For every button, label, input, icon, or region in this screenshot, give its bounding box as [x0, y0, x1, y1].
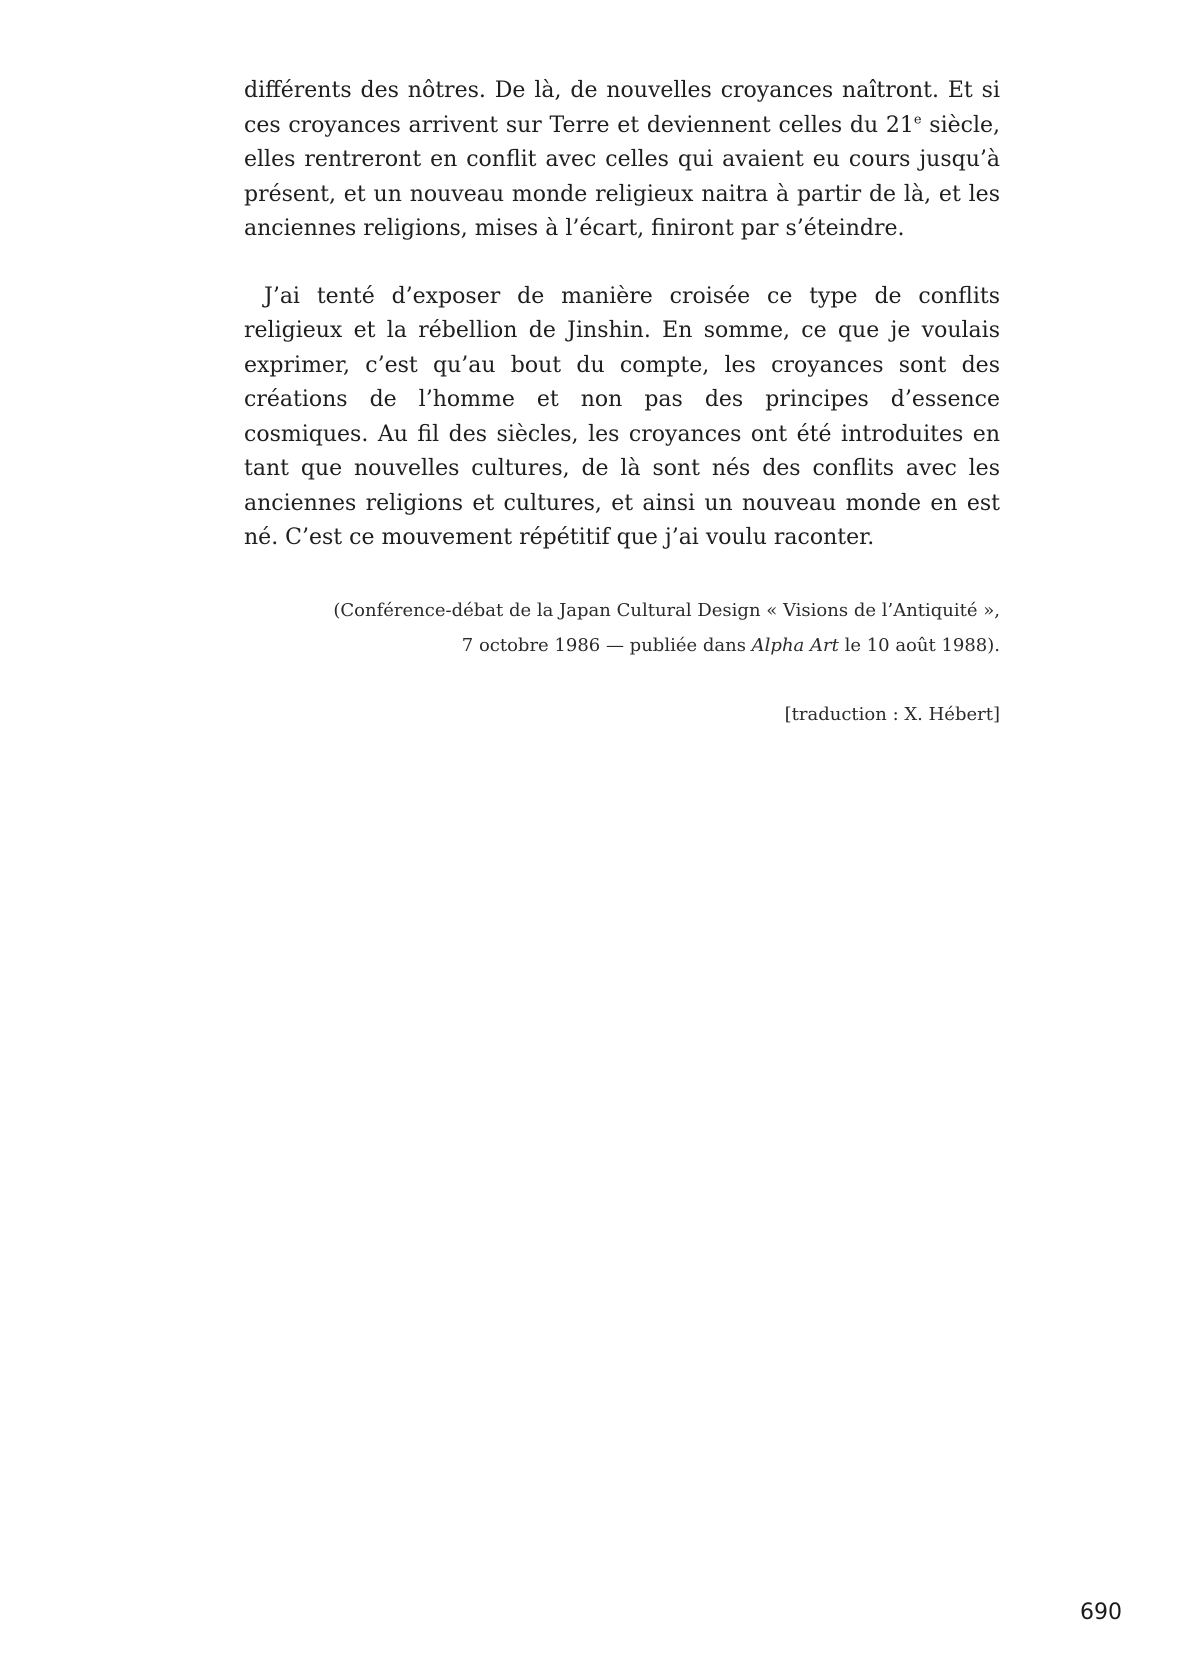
translator-credit: [traduction : X. Hébert]	[784, 704, 1000, 725]
citation-line-2	[244, 628, 1000, 663]
superscript-e: e	[913, 112, 922, 128]
body-text	[244, 74, 1000, 556]
citation-line-2-before: 7 octobre 1986 — publiée dans	[461, 635, 752, 656]
publication-title: Alpha Art	[751, 635, 839, 656]
paragraph-1	[244, 74, 1000, 247]
citation-line-2-after: le 10 août 1988).	[838, 635, 1000, 656]
paragraph-1-after-sup: siècle, elles rentreront en conflit avec celles qui avaient eu cours jusqu’à présent, et un nouveau monde religieux naitra à partir de là, et les anciennes religions, mises à l’écart, finiront par s’éteindre.	[244, 112, 1001, 241]
paragraph-2: J’ai tenté d’exposer de manière croisée ce type de conflits religieux et la rébellion de Jinshin. En somme, ce que je voulais exprimer, c’est qu’au bout du compte, les croyances sont des créations de l’homme et non pas des principes d’essence cosmiques. Au fil des siècles, les croyances ont été introduites en tant que nouvelles cultures, de là sont nés des conflits avec les anciennes religions et cultures, et ainsi un nouveau monde en est né. C’est ce mouvement répétitif que j’ai voulu raconter.	[244, 283, 1000, 550]
citation-line-1: (Conférence-débat de la Japan Cultural Design « Visions de l’Antiquité »,	[333, 600, 1000, 621]
paragraph-1-before-sup: différents des nôtres. De là, de nouvelles croyances naîtront. Et si ces croyances arrivent sur Terre et deviennent celles du 21	[244, 78, 1000, 138]
citation	[244, 593, 1000, 663]
page-number: 690	[1080, 1600, 1122, 1625]
